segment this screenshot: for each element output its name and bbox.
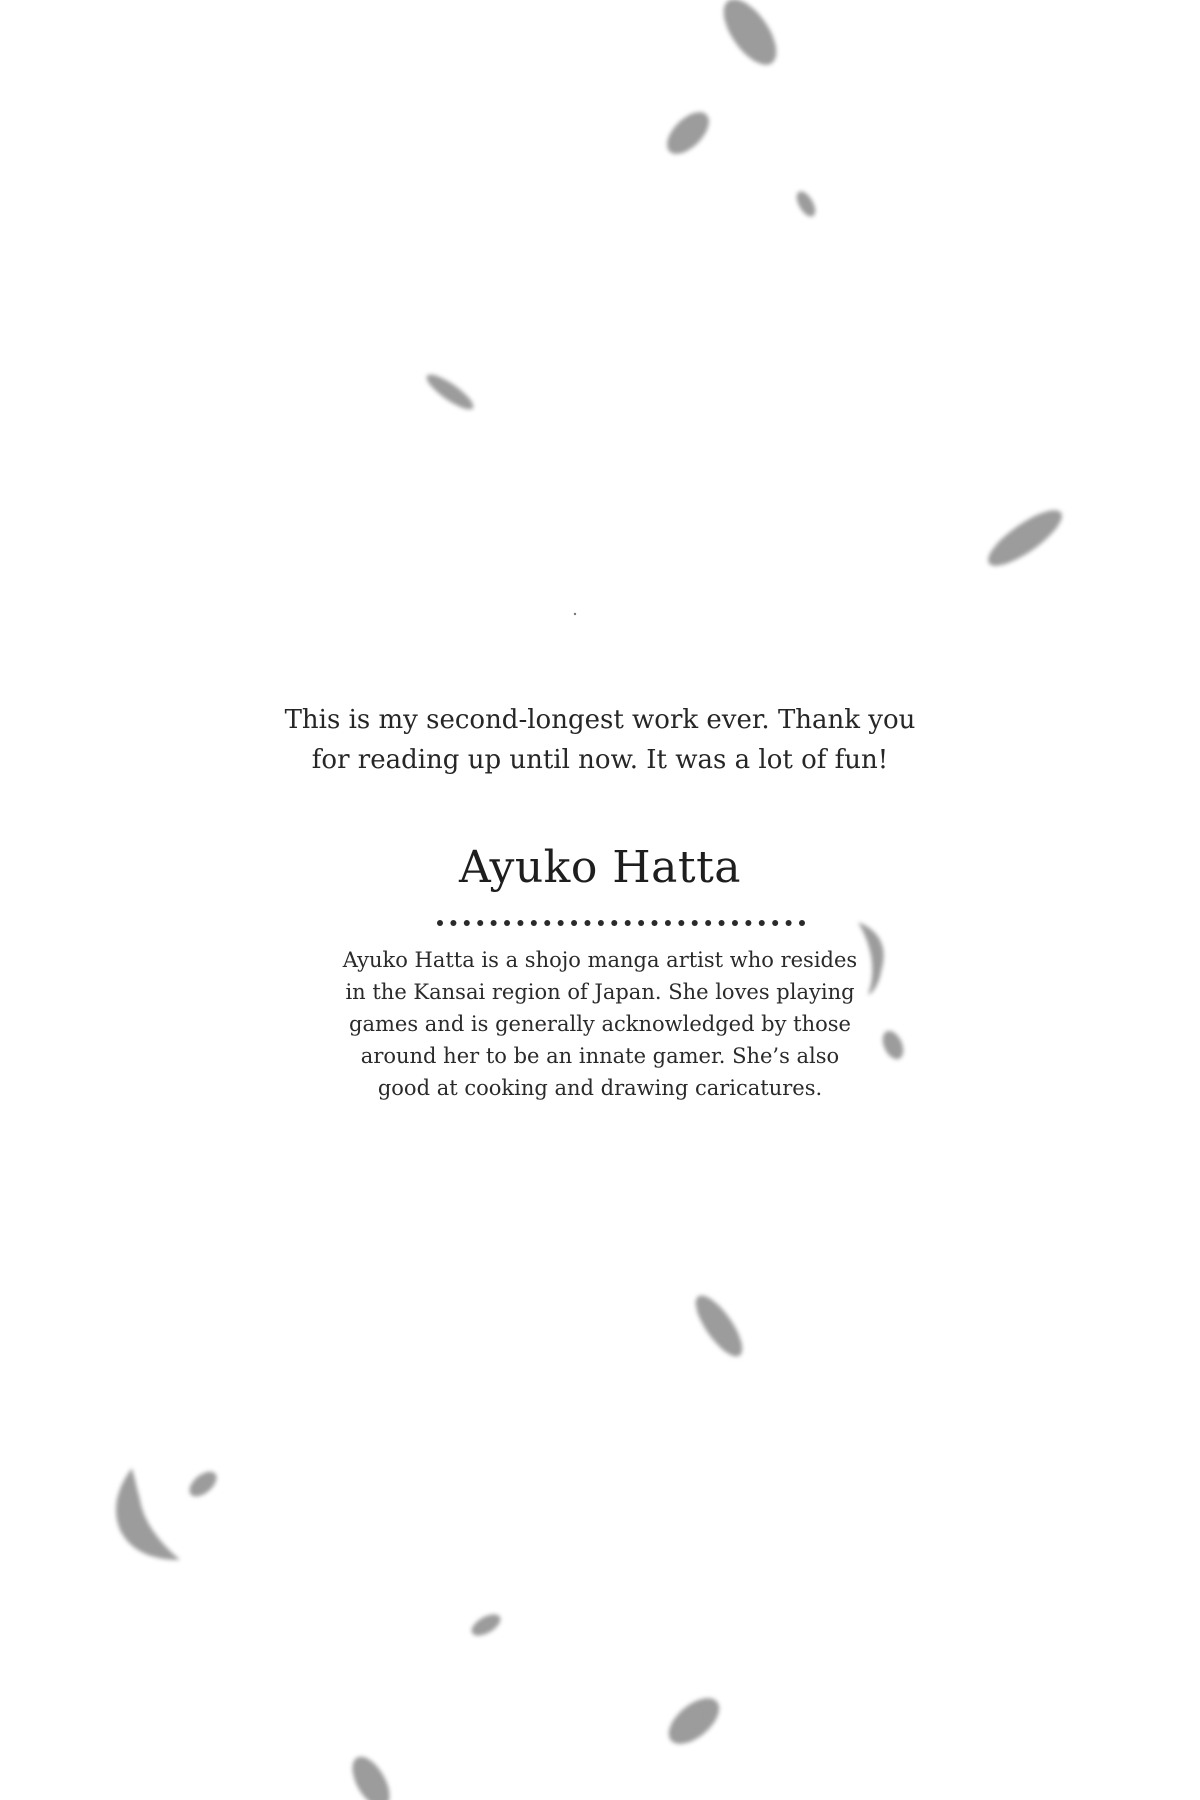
divider-dot [437, 920, 443, 926]
petal-icon [793, 188, 819, 219]
dotted-divider [436, 918, 806, 928]
divider-dot [517, 920, 523, 926]
bio-line: in the Kansai region of Japan. She loves playing [345, 980, 855, 1004]
message-line: for reading up until now. It was a lot of fun! [311, 745, 889, 775]
bio-line: Ayuko Hatta is a shojo manga artist who resides [342, 948, 858, 972]
divider-dot [558, 920, 564, 926]
divider-dot [638, 920, 644, 926]
petal-icon [185, 1467, 221, 1501]
divider-dot [678, 920, 684, 926]
divider-dot [665, 920, 671, 926]
divider-dot [772, 920, 778, 926]
author-bio [0, 944, 1200, 1104]
bio-line: games and is generally acknowledged by those [349, 1012, 851, 1036]
bio-line: around her to be an innate gamer. She’s also [360, 1044, 840, 1068]
petal-icon [661, 1689, 728, 1752]
divider-dot [786, 920, 792, 926]
divider-dot [799, 920, 805, 926]
divider-dot [531, 920, 537, 926]
divider-dot [759, 920, 765, 926]
divider-dot [719, 920, 725, 926]
divider-dot [611, 920, 617, 926]
author-afterword-message [0, 700, 1200, 780]
divider-dot [692, 920, 698, 926]
divider-dot [625, 920, 631, 926]
divider-dot [745, 920, 751, 926]
petal-icon [345, 1751, 397, 1800]
author-name-heading: Ayuko Hatta [458, 842, 742, 893]
divider-dot [450, 920, 456, 926]
divider-dot [504, 920, 510, 926]
petal-icon [660, 105, 717, 162]
petal-icon [688, 1289, 751, 1363]
divider-dot [584, 920, 590, 926]
petal-icon [468, 1610, 504, 1640]
petal-icon [981, 501, 1069, 574]
petal-icon [713, 0, 786, 73]
divider-dot [491, 920, 497, 926]
message-line: This is my second-longest work ever. Thank you [284, 705, 916, 735]
divider-dot [732, 920, 738, 926]
divider-dot [477, 920, 483, 926]
divider-dot [544, 920, 550, 926]
petal-icon [422, 369, 477, 414]
divider-dot [652, 920, 658, 926]
divider-dot [598, 920, 604, 926]
bio-line: good at cooking and drawing caricatures. [377, 1076, 823, 1100]
divider-dot [571, 920, 577, 926]
petal-icon [116, 1468, 180, 1560]
divider-dot [705, 920, 711, 926]
speck-decoration [574, 613, 576, 615]
divider-dot [464, 920, 470, 926]
